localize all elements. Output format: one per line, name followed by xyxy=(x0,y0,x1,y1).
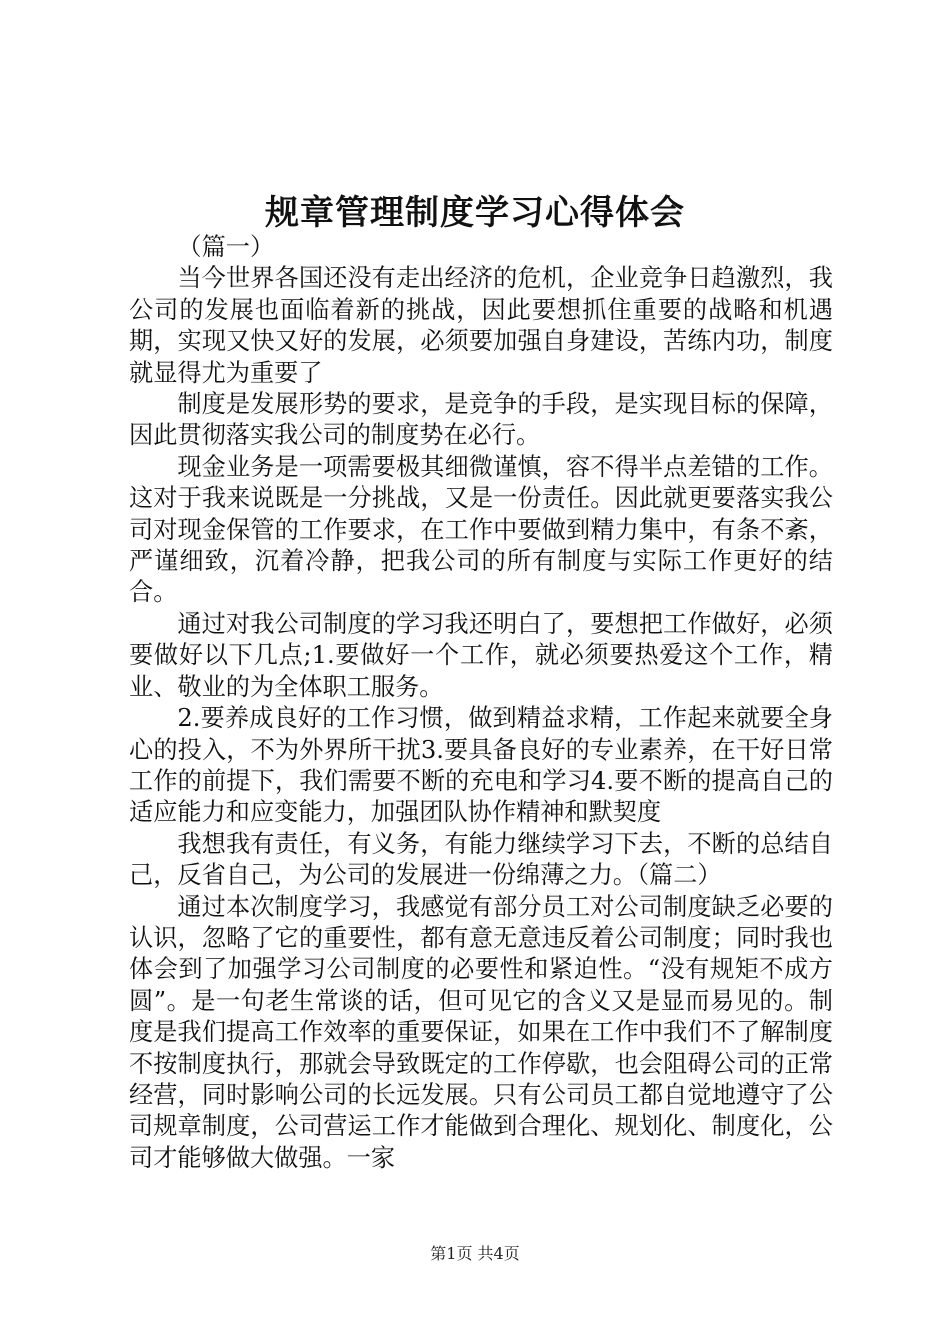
paragraph-3: 现金业务是一项需要极其细微谨慎，容不得半点差错的工作。这对于我来说既是一分挑战，又是一份责任。因此就更要落实我公司对现金保管的工作要求，在工作中要做到精力集中，有条不紊，严谨细致，沉着冷静，把我公司的所有制度与实际工作更好的结合。 xyxy=(129,452,833,607)
paragraph-2: 制度是发展形势的要求，是竞争的手段，是实现目标的保障，因此贯彻落实我公司的制度势在必行。 xyxy=(129,390,833,450)
page-number-footer: 第1页 共4页 xyxy=(430,1244,520,1263)
document-body xyxy=(129,232,833,1174)
paragraph-4: 通过对我公司制度的学习我还明白了，要想把工作做好，必须要做好以下几点;1.要做好一个工作，就必须要热爱这个工作，精业、敬业的为全体职工服务。 xyxy=(129,609,833,701)
paragraph-5: 2.要养成良好的工作习惯，做到精益求精，工作起来就要全身心的投入，不为外界所干扰3.要具备良好的专业素养，在干好日常工作的前提下，我们需要不断的充电和学习4.要不断的提高自己的适应能力和应变能力，加强团队协作精神和默契度 xyxy=(129,704,833,827)
paragraph-7: 通过本次制度学习，我感觉有部分员工对公司制度缺乏必要的认识，忽略了它的重要性，都有意无意违反着公司制度；同时我也体会到了加强学习公司制度的必要性和紧迫性。“没有规矩不成方圆”。是一句老生常谈的话，但可见它的含义又是显而易见的。制度是我们提高工作效率的重要保证，如果在工作中我们不了解制度不按制度执行，那就会导致既定的工作停歇，也会阻碍公司的正常经营，同时影响公司的长远发展。只有公司员工都自觉地遵守了公司规章制度，公司营运工作才能做到合理化、规划化、制度化，公司才能够做大做强。一家 xyxy=(129,892,833,1172)
paragraph-6: 我想我有责任，有义务，有能力继续学习下去，不断的总结自己，反省自己，为公司的发展进一份绵薄之力。（篇二） xyxy=(129,829,833,890)
paragraph-1: 当今世界各国还没有走出经济的危机，企业竞争日趋激烈，我公司的发展也面临着新的挑战，因此要想抓住重要的战略和机遇期，实现又快又好的发展，必须要加强自身建设，苦练内功，制度就显得尤为重要了 xyxy=(129,264,833,387)
document-title: 规章管理制度学习心得体会 xyxy=(265,193,685,233)
section-heading-1: （篇一） xyxy=(177,233,275,261)
